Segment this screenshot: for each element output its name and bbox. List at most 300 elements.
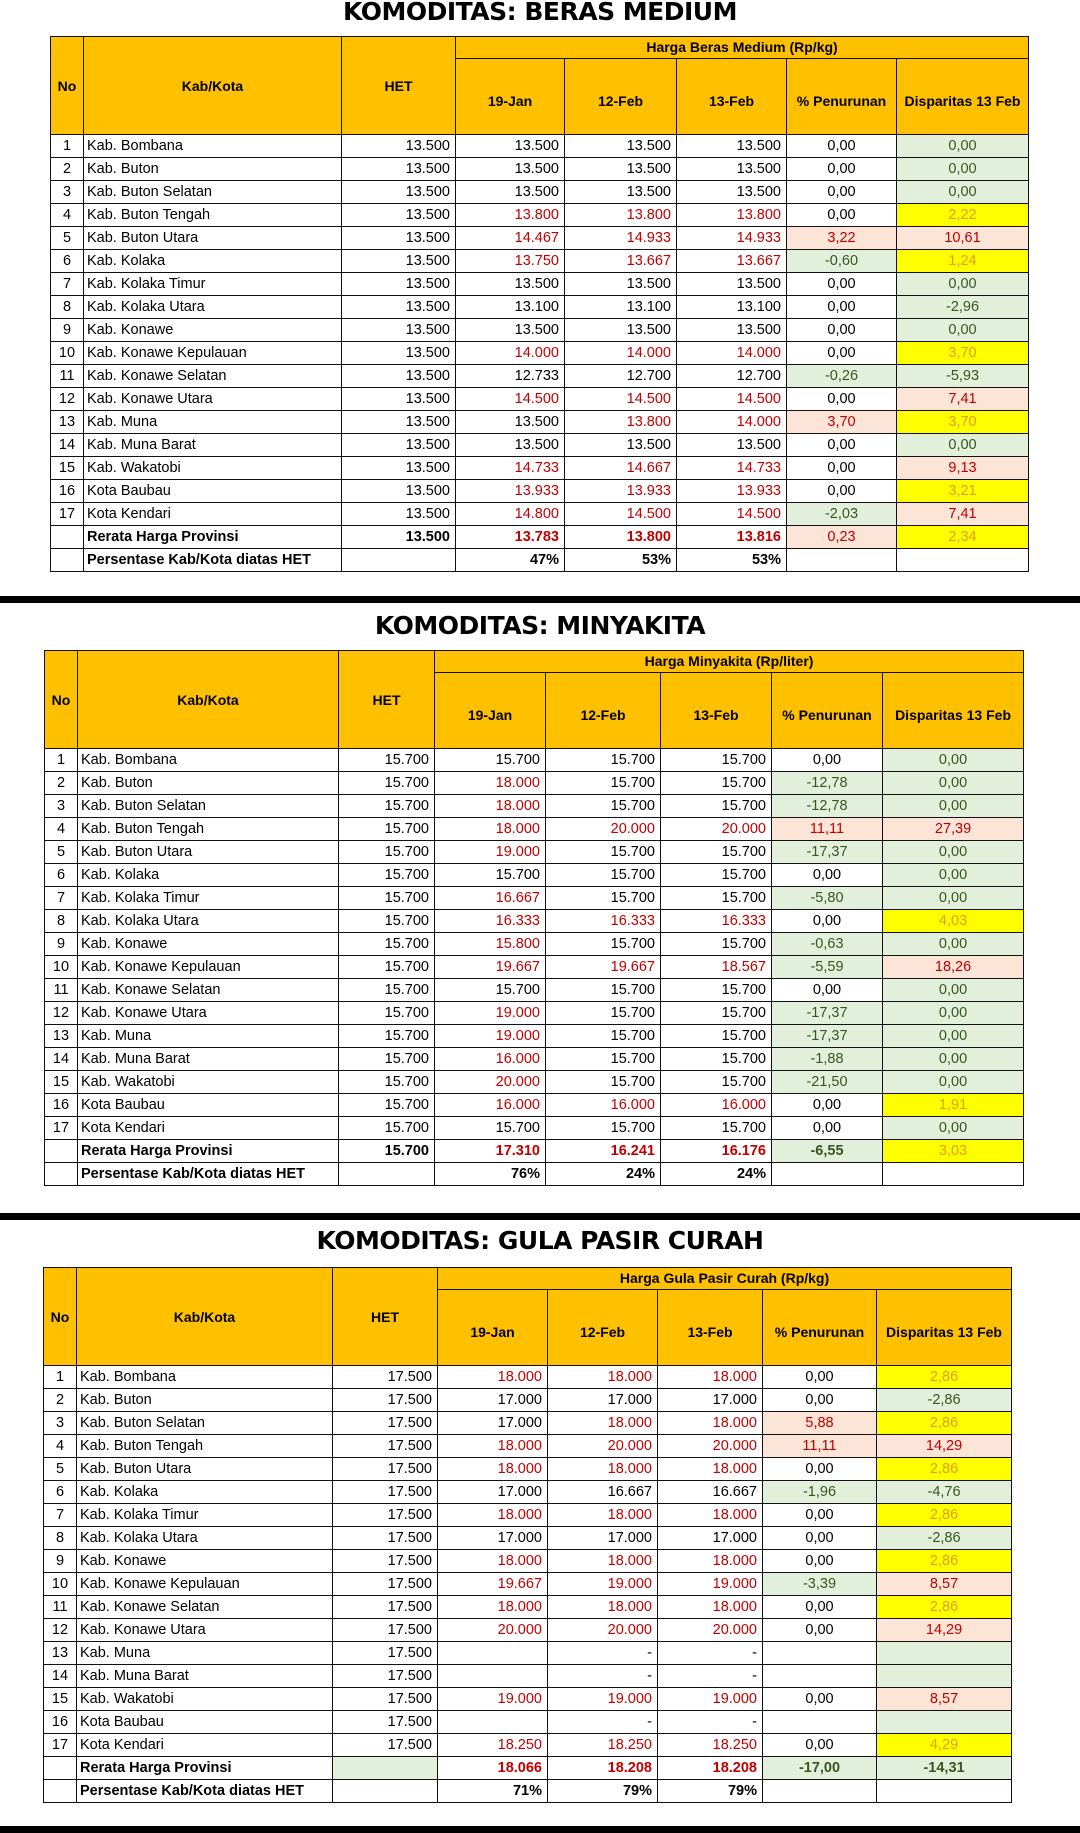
table-row	[45, 956, 1024, 979]
price-19-jan	[438, 1642, 548, 1665]
column-header-penurunan: % Penurunan	[763, 1290, 877, 1366]
percent-12-feb: 79%	[548, 1780, 658, 1803]
table-row	[51, 296, 1029, 319]
price-19-jan: 14.733	[456, 457, 565, 480]
row-number: 16	[45, 1094, 78, 1117]
average-12-feb: 18.208	[548, 1757, 658, 1780]
region-name: Kab. Buton Tengah	[84, 204, 342, 227]
price-13-feb: 13.100	[677, 296, 787, 319]
region-name: Kab. Konawe Selatan	[84, 365, 342, 388]
penurunan-value: 11,11	[772, 818, 883, 841]
disparitas-value: 4,03	[883, 910, 1024, 933]
region-name: Kab. Buton Tengah	[78, 818, 339, 841]
percent-label: Persentase Kab/Kota diatas HET	[84, 549, 342, 572]
row-number: 10	[45, 956, 78, 979]
price-12-feb: 17.000	[548, 1527, 658, 1550]
disparitas-value	[877, 1665, 1012, 1688]
price-19-jan: 15.800	[435, 933, 546, 956]
percent-19-jan: 47%	[456, 549, 565, 572]
price-12-feb: 18.000	[548, 1504, 658, 1527]
price-12-feb: 13.667	[565, 250, 677, 273]
percent-19-jan: 71%	[438, 1780, 548, 1803]
region-name: Kab. Muna Barat	[84, 434, 342, 457]
price-13-feb: 18.000	[658, 1596, 763, 1619]
het-value: 13.500	[342, 365, 456, 388]
column-group-header: Harga Minyakita (Rp/liter)	[435, 651, 1024, 673]
table-row	[51, 181, 1029, 204]
average-het: 13.500	[342, 526, 456, 549]
price-19-jan: 13.500	[456, 273, 565, 296]
price-12-feb: 18.250	[548, 1734, 658, 1757]
price-12-feb: 13.100	[565, 296, 677, 319]
penurunan-value: -0,60	[787, 250, 897, 273]
column-header-19-jan: 19-Jan	[438, 1290, 548, 1366]
disparitas-value: 0,00	[883, 1071, 1024, 1094]
region-name: Kab. Konawe	[84, 319, 342, 342]
table-row	[45, 979, 1024, 1002]
penurunan-value: 0,00	[763, 1688, 877, 1711]
table-row	[44, 1504, 1012, 1527]
column-header-13-feb: 13-Feb	[658, 1290, 763, 1366]
row-number: 15	[44, 1688, 77, 1711]
price-13-feb: 15.700	[661, 772, 772, 795]
penurunan-value: 0,00	[763, 1734, 877, 1757]
penurunan-value: 0,00	[787, 480, 897, 503]
region-name: Kab. Kolaka Utara	[78, 910, 339, 933]
column-header-12-feb: 12-Feb	[546, 673, 661, 749]
disparitas-value: 0,00	[883, 1002, 1024, 1025]
disparitas-value: 0,00	[883, 933, 1024, 956]
table-row	[44, 1596, 1012, 1619]
price-19-jan: 17.000	[438, 1412, 548, 1435]
percent-het-empty	[333, 1780, 438, 1803]
region-name: Kab. Buton Selatan	[78, 795, 339, 818]
row-number: 15	[51, 457, 84, 480]
price-13-feb: 15.700	[661, 841, 772, 864]
price-19-jan: 15.700	[435, 979, 546, 1002]
row-number: 14	[45, 1048, 78, 1071]
row-number: 11	[45, 979, 78, 1002]
price-19-jan: 15.700	[435, 749, 546, 772]
price-12-feb: 13.500	[565, 158, 677, 181]
row-number: 1	[45, 749, 78, 772]
penurunan-value: 0,00	[772, 1094, 883, 1117]
region-name: Kota Baubau	[78, 1094, 339, 1117]
price-13-feb: 15.700	[661, 887, 772, 910]
average-13-feb: 13.816	[677, 526, 787, 549]
penurunan-value: 0,00	[772, 910, 883, 933]
price-table-beras-medium	[50, 36, 1029, 572]
price-19-jan: 20.000	[438, 1619, 548, 1642]
het-value: 17.500	[333, 1619, 438, 1642]
average-label: Rerata Harga Provinsi	[77, 1757, 333, 1780]
column-header-disparitas: Disparitas 13 Feb	[883, 673, 1024, 749]
column-header-13-feb: 13-Feb	[661, 673, 772, 749]
table-row	[45, 1002, 1024, 1025]
region-name: Kab. Muna	[84, 411, 342, 434]
table-row	[51, 503, 1029, 526]
price-12-feb: 15.700	[546, 1025, 661, 1048]
column-header-12-feb: 12-Feb	[548, 1290, 658, 1366]
penurunan-value: 0,00	[787, 457, 897, 480]
column-header-het: HET	[333, 1268, 438, 1366]
region-name: Kab. Wakatobi	[78, 1071, 339, 1094]
average-label: Rerata Harga Provinsi	[78, 1140, 339, 1163]
price-12-feb: 12.700	[565, 365, 677, 388]
price-13-feb: 16.333	[661, 910, 772, 933]
disparitas-value: 2,86	[877, 1596, 1012, 1619]
region-name: Kota Kendari	[77, 1734, 333, 1757]
price-12-feb: 20.000	[548, 1435, 658, 1458]
price-13-feb: 15.700	[661, 1048, 772, 1071]
disparitas-value: 8,57	[877, 1573, 1012, 1596]
column-header-het: HET	[342, 37, 456, 135]
row-number: 17	[44, 1734, 77, 1757]
row-number: 9	[51, 319, 84, 342]
region-name: Kab. Buton Utara	[77, 1458, 333, 1481]
region-name: Kab. Muna	[78, 1025, 339, 1048]
region-name: Kab. Konawe Kepulauan	[84, 342, 342, 365]
price-12-feb: 15.700	[546, 1117, 661, 1140]
region-name: Kab. Bombana	[78, 749, 339, 772]
row-number: 15	[45, 1071, 78, 1094]
table-row	[44, 1711, 1012, 1734]
penurunan-value: 11,11	[763, 1435, 877, 1458]
price-12-feb: 16.333	[546, 910, 661, 933]
price-13-feb: 15.700	[661, 1002, 772, 1025]
price-13-feb: 18.000	[658, 1366, 763, 1389]
average-row	[45, 1140, 1024, 1163]
price-13-feb: 15.700	[661, 864, 772, 887]
price-19-jan: 20.000	[435, 1071, 546, 1094]
region-name: Kab. Kolaka Timur	[77, 1504, 333, 1527]
region-name: Kab. Kolaka Timur	[78, 887, 339, 910]
price-12-feb: 16.667	[548, 1481, 658, 1504]
price-12-feb: 13.500	[565, 319, 677, 342]
price-12-feb: 19.000	[548, 1573, 658, 1596]
het-value: 13.500	[342, 273, 456, 296]
price-19-jan: 14.800	[456, 503, 565, 526]
table-row	[45, 749, 1024, 772]
price-13-feb: 19.000	[658, 1573, 763, 1596]
penurunan-value: 0,00	[763, 1550, 877, 1573]
price-12-feb: 19.667	[546, 956, 661, 979]
region-name: Kab. Kolaka Utara	[77, 1527, 333, 1550]
price-12-feb: 15.700	[546, 1048, 661, 1071]
region-name: Kab. Kolaka Utara	[84, 296, 342, 319]
het-value: 13.500	[342, 342, 456, 365]
table-row	[45, 841, 1024, 864]
price-12-feb: 20.000	[546, 818, 661, 841]
price-13-feb: 15.700	[661, 1025, 772, 1048]
disparitas-value: 7,41	[897, 503, 1029, 526]
region-name: Kab. Buton	[84, 158, 342, 181]
row-number: 2	[45, 772, 78, 795]
price-19-jan: 13.500	[456, 181, 565, 204]
price-19-jan: 13.500	[456, 411, 565, 434]
percent-12-feb: 53%	[565, 549, 677, 572]
disparitas-value: 0,00	[897, 434, 1029, 457]
price-13-feb: 13.500	[677, 181, 787, 204]
region-name: Kab. Wakatobi	[77, 1688, 333, 1711]
het-value: 15.700	[339, 979, 435, 1002]
price-13-feb: 13.500	[677, 135, 787, 158]
price-12-feb: 15.700	[546, 933, 661, 956]
het-value: 15.700	[339, 1002, 435, 1025]
het-value: 15.700	[339, 864, 435, 887]
disparitas-value: 2,86	[877, 1458, 1012, 1481]
het-value: 17.500	[333, 1642, 438, 1665]
average-19-jan: 17.310	[435, 1140, 546, 1163]
price-12-feb: 14.933	[565, 227, 677, 250]
price-19-jan: 18.000	[435, 795, 546, 818]
disparitas-value: -4,76	[877, 1481, 1012, 1504]
table-row	[51, 135, 1029, 158]
price-13-feb: 15.700	[661, 749, 772, 772]
header-row	[45, 651, 1024, 673]
row-number: 8	[51, 296, 84, 319]
price-13-feb: 15.700	[661, 795, 772, 818]
disparitas-value: 7,41	[897, 388, 1029, 411]
row-number: 2	[44, 1389, 77, 1412]
penurunan-value: 3,70	[787, 411, 897, 434]
price-12-feb: 14.500	[565, 503, 677, 526]
average-disparitas: -14,31	[877, 1757, 1012, 1780]
disparitas-value: 10,61	[897, 227, 1029, 250]
het-value: 15.700	[339, 749, 435, 772]
price-13-feb: 18.000	[658, 1412, 763, 1435]
price-19-jan: 16.333	[435, 910, 546, 933]
percent-12-feb: 24%	[546, 1163, 661, 1186]
price-13-feb: 13.933	[677, 480, 787, 503]
average-penurunan: -6,55	[772, 1140, 883, 1163]
column-header-no: No	[44, 1268, 77, 1366]
row-number-empty	[45, 1140, 78, 1163]
table-row	[51, 342, 1029, 365]
table-row	[51, 158, 1029, 181]
percent-19-jan: 76%	[435, 1163, 546, 1186]
price-12-feb: 13.500	[565, 273, 677, 296]
penurunan-value: 0,00	[763, 1527, 877, 1550]
row-number: 1	[51, 135, 84, 158]
disparitas-value: 0,00	[897, 319, 1029, 342]
price-19-jan: 18.250	[438, 1734, 548, 1757]
table-row	[51, 388, 1029, 411]
disparitas-value: 3,70	[897, 342, 1029, 365]
price-19-jan: 19.667	[435, 956, 546, 979]
price-13-feb: 20.000	[658, 1435, 763, 1458]
row-number: 7	[44, 1504, 77, 1527]
penurunan-value: -1,96	[763, 1481, 877, 1504]
region-name: Kab. Kolaka Timur	[84, 273, 342, 296]
table-row	[51, 273, 1029, 296]
region-name: Kab. Muna Barat	[77, 1665, 333, 1688]
penurunan-value: 0,00	[787, 135, 897, 158]
het-value: 13.500	[342, 227, 456, 250]
average-13-feb: 16.176	[661, 1140, 772, 1163]
row-number: 7	[45, 887, 78, 910]
region-name: Kab. Buton Selatan	[77, 1412, 333, 1435]
average-12-feb: 16.241	[546, 1140, 661, 1163]
price-12-feb: 15.700	[546, 749, 661, 772]
disparitas-value: 2,86	[877, 1550, 1012, 1573]
price-12-feb: 15.700	[546, 772, 661, 795]
het-value: 13.500	[342, 503, 456, 526]
price-19-jan: 13.500	[456, 158, 565, 181]
row-number: 11	[44, 1596, 77, 1619]
price-13-feb: 20.000	[661, 818, 772, 841]
row-number: 3	[44, 1412, 77, 1435]
penurunan-value	[763, 1665, 877, 1688]
region-name: Kab. Bombana	[77, 1366, 333, 1389]
table-row	[44, 1573, 1012, 1596]
row-number: 12	[45, 1002, 78, 1025]
section-divider	[0, 1826, 1080, 1833]
disparitas-value: 27,39	[883, 818, 1024, 841]
penurunan-value: -3,39	[763, 1573, 877, 1596]
price-12-feb: 13.933	[565, 480, 677, 503]
het-value: 17.500	[333, 1389, 438, 1412]
het-value: 13.500	[342, 457, 456, 480]
price-13-feb: 18.567	[661, 956, 772, 979]
row-number: 10	[51, 342, 84, 365]
row-number: 4	[44, 1435, 77, 1458]
column-header-kab-kota: Kab/Kota	[84, 37, 342, 135]
region-name: Kab. Muna	[77, 1642, 333, 1665]
region-name: Kab. Buton Utara	[78, 841, 339, 864]
row-number: 12	[44, 1619, 77, 1642]
column-header-penurunan: % Penurunan	[787, 59, 897, 135]
disparitas-value: 1,91	[883, 1094, 1024, 1117]
row-number: 14	[44, 1665, 77, 1688]
het-value: 15.700	[339, 887, 435, 910]
column-header-disparitas: Disparitas 13 Feb	[897, 59, 1029, 135]
table-row	[44, 1665, 1012, 1688]
het-value: 15.700	[339, 956, 435, 979]
penurunan-value: -21,50	[772, 1071, 883, 1094]
table-row	[45, 772, 1024, 795]
row-number: 17	[45, 1117, 78, 1140]
region-name: Kab. Konawe Kepulauan	[78, 956, 339, 979]
het-value: 15.700	[339, 772, 435, 795]
row-number: 14	[51, 434, 84, 457]
price-19-jan: 14.500	[456, 388, 565, 411]
price-13-feb: 18.000	[658, 1504, 763, 1527]
average-het: 15.700	[339, 1140, 435, 1163]
region-name: Kab. Konawe Kepulauan	[77, 1573, 333, 1596]
het-value: 17.500	[333, 1504, 438, 1527]
disparitas-value: 14,29	[877, 1619, 1012, 1642]
penurunan-value: 0,00	[787, 181, 897, 204]
price-13-feb: -	[658, 1665, 763, 1688]
price-19-jan: 18.000	[438, 1366, 548, 1389]
header-row	[44, 1268, 1012, 1290]
row-number: 6	[44, 1481, 77, 1504]
row-number-empty	[44, 1780, 77, 1803]
row-number: 6	[45, 864, 78, 887]
price-19-jan: 16.000	[435, 1048, 546, 1071]
column-group-header: Harga Gula Pasir Curah (Rp/kg)	[438, 1268, 1012, 1290]
table-row	[51, 434, 1029, 457]
price-19-jan: 12.733	[456, 365, 565, 388]
column-header-kab-kota: Kab/Kota	[78, 651, 339, 749]
het-value: 13.500	[342, 319, 456, 342]
price-13-feb: 18.250	[658, 1734, 763, 1757]
price-19-jan: 18.000	[438, 1504, 548, 1527]
price-12-feb: 15.700	[546, 795, 661, 818]
region-name: Kota Kendari	[84, 503, 342, 526]
het-value: 17.500	[333, 1550, 438, 1573]
table-row	[51, 250, 1029, 273]
price-12-feb: 15.700	[546, 979, 661, 1002]
het-value: 17.500	[333, 1527, 438, 1550]
percent-above-het-row	[45, 1163, 1024, 1186]
table-row	[45, 1094, 1024, 1117]
row-number: 13	[51, 411, 84, 434]
penurunan-value	[763, 1642, 877, 1665]
price-table-gula-pasir-curah	[43, 1267, 1012, 1803]
price-12-feb: 19.000	[548, 1688, 658, 1711]
price-19-jan: 13.933	[456, 480, 565, 503]
penurunan-value: -17,37	[772, 1002, 883, 1025]
table-row	[44, 1412, 1012, 1435]
disparitas-value: 0,00	[883, 795, 1024, 818]
header-row	[51, 37, 1029, 59]
row-number: 9	[45, 933, 78, 956]
table-row	[44, 1734, 1012, 1757]
het-value: 17.500	[333, 1481, 438, 1504]
disparitas-value: 0,00	[883, 979, 1024, 1002]
het-value: 17.500	[333, 1412, 438, 1435]
price-12-feb: -	[548, 1711, 658, 1734]
region-name: Kab. Konawe	[77, 1550, 333, 1573]
het-value: 17.500	[333, 1711, 438, 1734]
het-value: 13.500	[342, 204, 456, 227]
disparitas-value: 3,70	[897, 411, 1029, 434]
table-row	[44, 1527, 1012, 1550]
table-row	[44, 1366, 1012, 1389]
average-row	[51, 526, 1029, 549]
column-header-kab-kota: Kab/Kota	[77, 1268, 333, 1366]
table-row	[51, 227, 1029, 250]
column-header-12-feb: 12-Feb	[565, 59, 677, 135]
region-name: Kab. Kolaka	[78, 864, 339, 887]
disparitas-value: 0,00	[897, 158, 1029, 181]
row-number: 7	[51, 273, 84, 296]
price-13-feb: 15.700	[661, 1071, 772, 1094]
price-13-feb: 13.500	[677, 273, 787, 296]
penurunan-value: -5,80	[772, 887, 883, 910]
disparitas-value: -2,96	[897, 296, 1029, 319]
het-value: 13.500	[342, 296, 456, 319]
price-13-feb: 14.000	[677, 342, 787, 365]
table-row	[44, 1619, 1012, 1642]
table-row	[51, 457, 1029, 480]
region-name: Kab. Buton Tengah	[77, 1435, 333, 1458]
price-12-feb: 15.700	[546, 841, 661, 864]
price-19-jan: 18.000	[438, 1596, 548, 1619]
het-value: 15.700	[339, 1094, 435, 1117]
region-name: Kota Baubau	[77, 1711, 333, 1734]
row-number: 4	[51, 204, 84, 227]
penurunan-value: 0,00	[787, 204, 897, 227]
row-number: 16	[51, 480, 84, 503]
het-value: 17.500	[333, 1734, 438, 1757]
percent-disparitas-empty	[877, 1780, 1012, 1803]
column-group-header: Harga Beras Medium (Rp/kg)	[456, 37, 1029, 59]
disparitas-value: -5,93	[897, 365, 1029, 388]
percent-disparitas-empty	[883, 1163, 1024, 1186]
